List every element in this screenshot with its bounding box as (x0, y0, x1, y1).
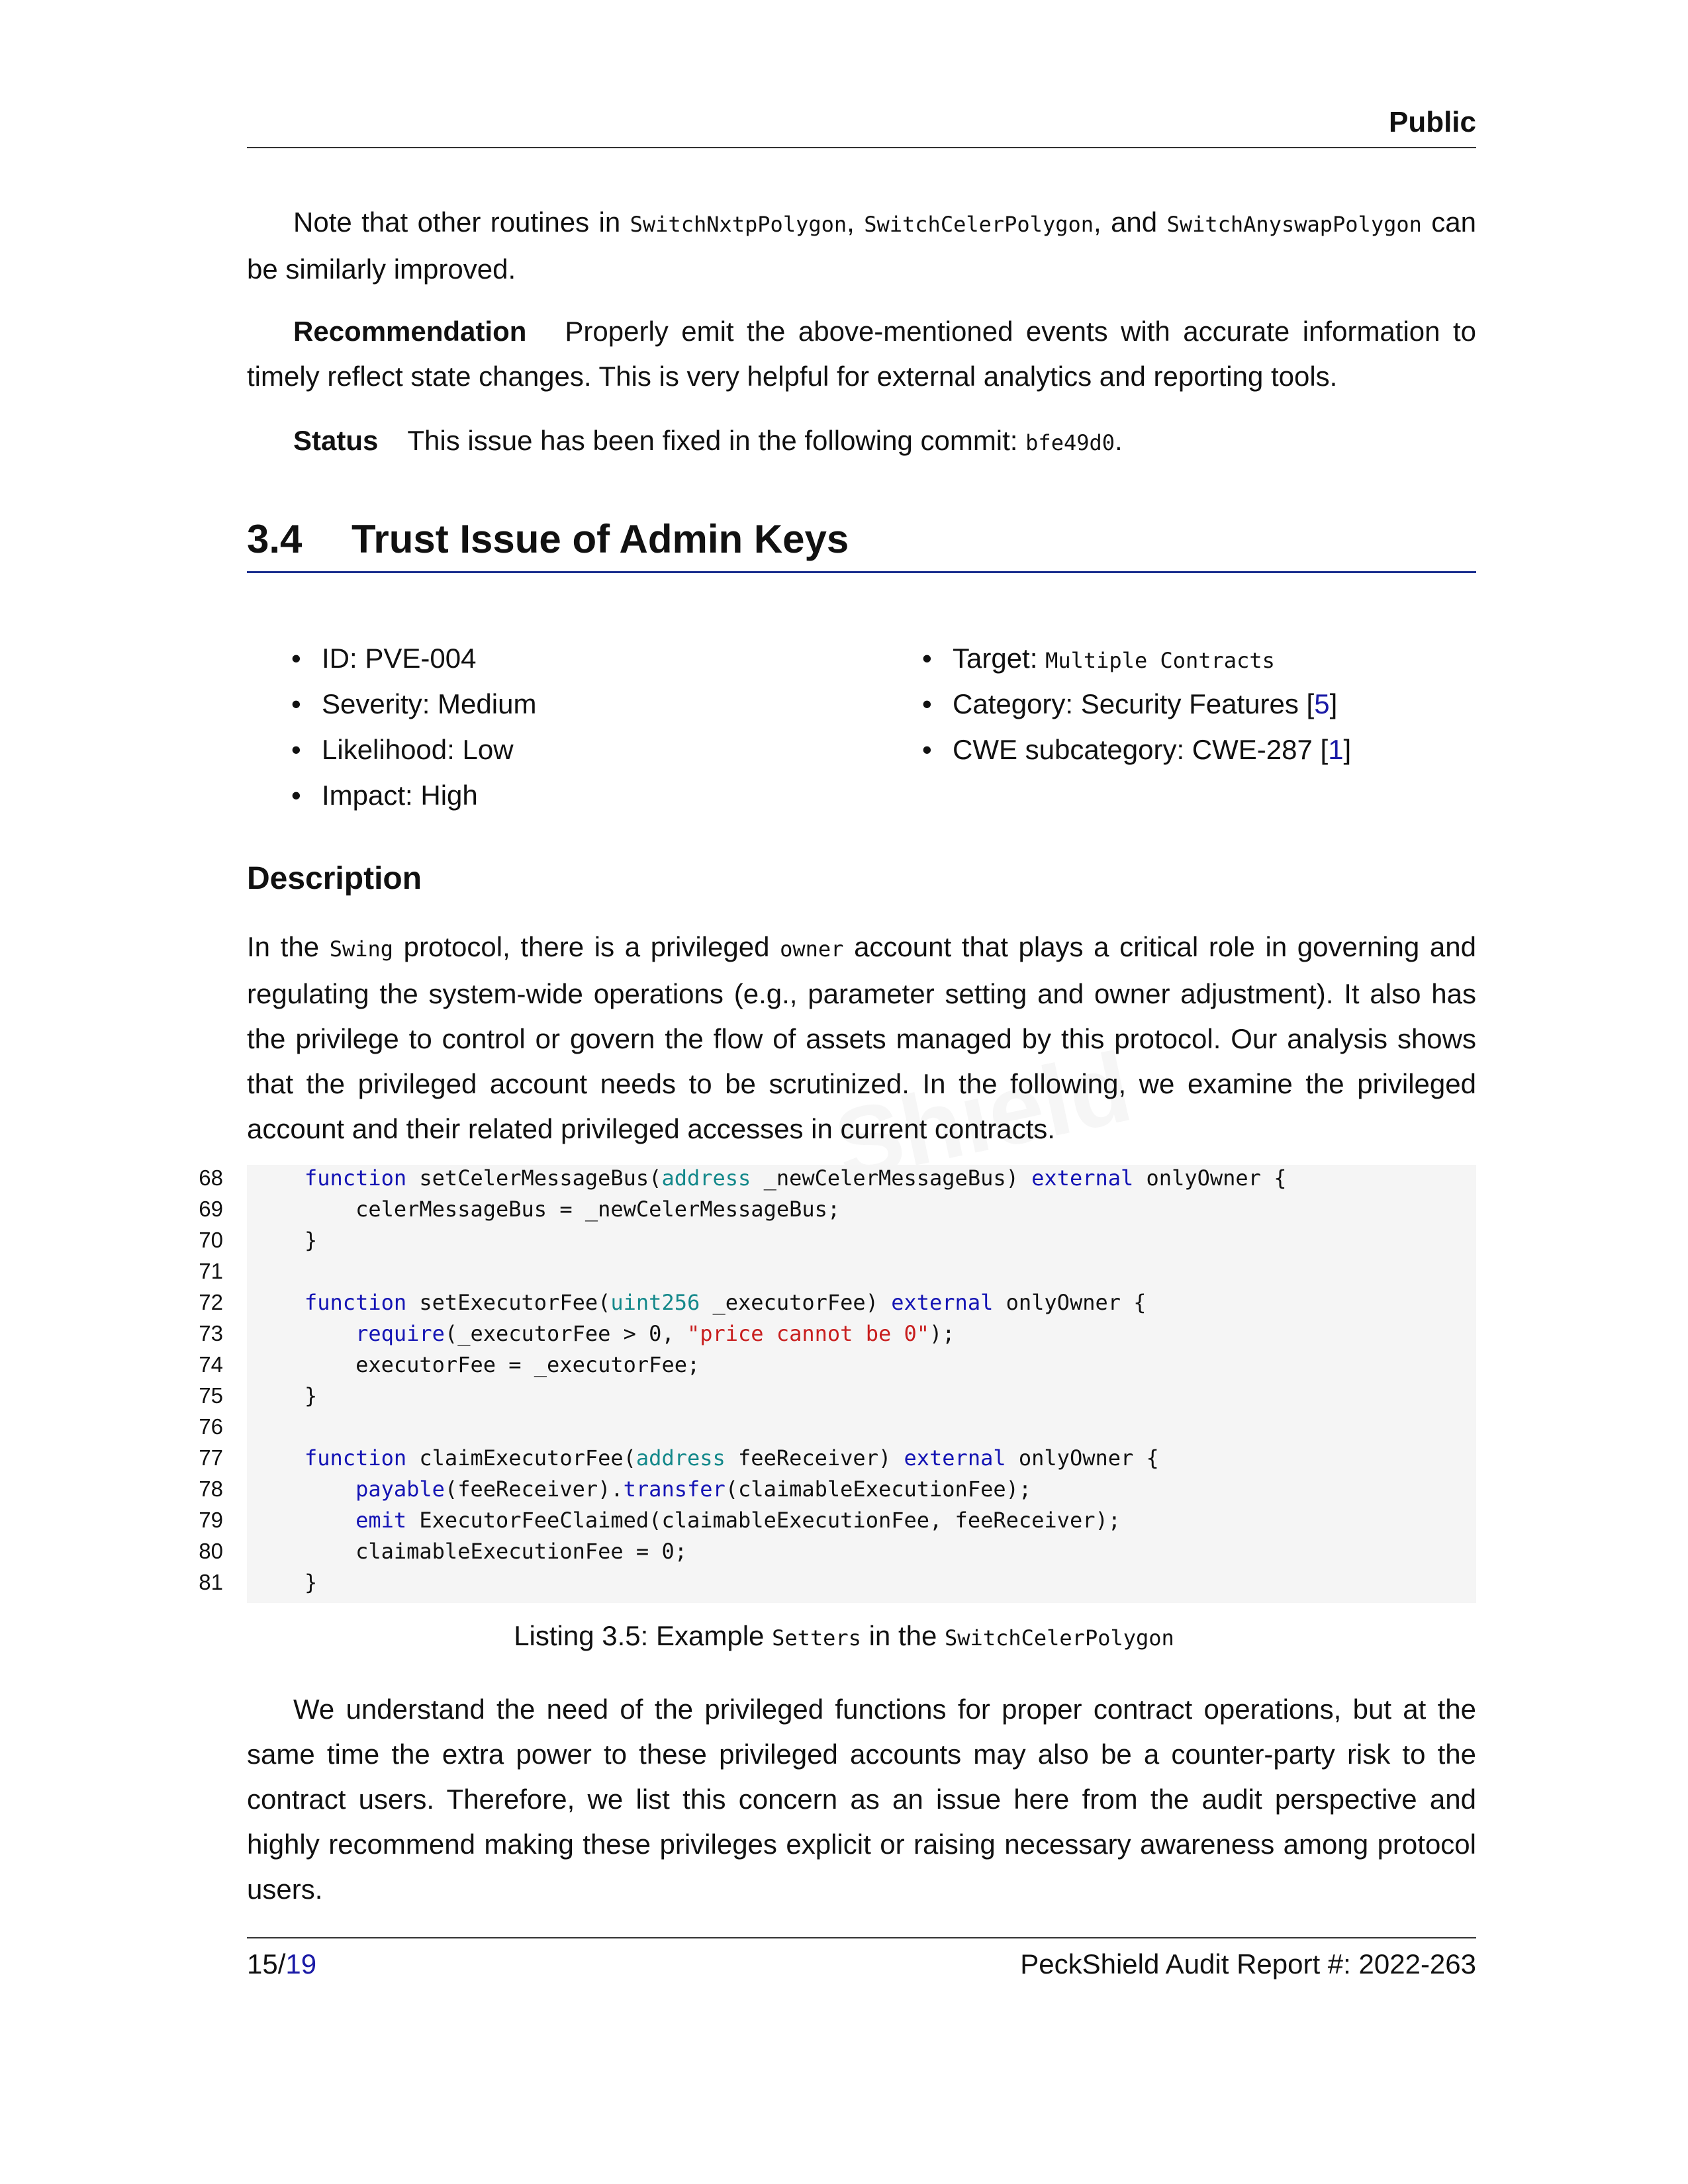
total-pages-link[interactable]: 19 (285, 1948, 317, 1979)
report-id: PeckShield Audit Report #: 2022-263 (1020, 1948, 1476, 1979)
section-title: 3.4 Trust Issue of Admin Keys (247, 517, 849, 561)
detail-severity: • Severity: Medium (291, 681, 536, 727)
code-owner: owner (780, 936, 844, 962)
closing-paragraph: We understand the need of the privileged functions for proper contract operations, but at the same time the extra power to these privileged accounts may also be a counter-party risk to the contract users. Therefore, we list this concern as an issue here from the audit perspective and highly recommend making these privileges explicit or raising necessary awareness among protocol users. (247, 1694, 1476, 1905)
header-label: Public (1388, 106, 1476, 138)
detail-id: • ID: PVE-004 (291, 635, 536, 681)
description-heading: Description (247, 861, 422, 896)
citation-link[interactable]: 5 (1314, 688, 1330, 719)
code-switchanyswap: SwitchAnyswapPolygon (1166, 212, 1422, 237)
code-switchnxtp: SwitchNxtpPolygon (630, 212, 847, 237)
recommendation-label: Recommendation (293, 316, 527, 347)
citation-link[interactable]: 1 (1328, 734, 1344, 765)
status-paragraph: Status This issue has been fixed in the following commit: bfe49d0. (293, 425, 1123, 456)
code-switchceler: SwitchCelerPolygon (864, 212, 1094, 237)
section-divider (247, 571, 1476, 573)
code-swing: Swing (329, 936, 394, 962)
status-label: Status (293, 425, 379, 456)
recommendation-paragraph: Recommendation Properly emit the above-mentioned events with accurate information to timely reflect state changes. This is very helpful for external analytics and reporting tools. (247, 316, 1476, 392)
issue-details-left (291, 635, 536, 818)
description-paragraph: In the Swing protocol, there is a privileged owner account that plays a critical role in governing and regulating the system-wide operations (e.g., parameter setting and owner adjustment). It also has the privilege to control or govern the flow of assets managed by this protocol. Our analysis shows that the privileged account needs to be scrutinized. In the following, we examine the privileged account and their related privileged accesses in current contracts. (247, 931, 1476, 1144)
detail-impact: • Impact: High (291, 772, 536, 818)
detail-cwe: • CWE subcategory: CWE-287 [1] (922, 727, 1351, 772)
footer-divider (247, 1937, 1476, 1938)
detail-likelihood: • Likelihood: Low (291, 727, 536, 772)
detail-category: • Category: Security Features [5] (922, 681, 1351, 727)
intro-paragraph: Note that other routines in SwitchNxtpPolygon, SwitchCelerPolygon, and SwitchAnyswapPolygon can be similarly improved. (247, 206, 1476, 285)
listing-caption: Listing 3.5: Example Setters in the SwitchCelerPolygon (514, 1620, 1174, 1651)
page-number: 15/19 (247, 1948, 317, 1979)
document-page: Public Note that other routines in SwitchNxtpPolygon, SwitchCelerPolygon, and SwitchAnyswapPolygon can be similarly improved. Recommendation Properly emit the above-mentioned events with accurate information to timely reflect state changes. This is very helpful for external analytics and reporting tools. Status This issue has been fixed in the following commit: bfe49d0. 3.4 Trust Issue of Admin Keys • ID: PVE-004 • Severity: Medium • Likelihood: Low • Impact: High • Target: Multiple Contracts • Category: Security Features [5] • CWE subcategory: CWE-287 [1] Description In the Swing protocol, there is a privileged owner account that plays a critical role in governing and regulating the system-wide operations (e.g., parameter setting and owner adjustment). It also has the privilege to control or govern the flow of assets managed by this protocol. Our analysis shows that the privileged account needs to be scrutinized. In the following, we examine the privileged account and their related privileged accesses in current contracts. 68 function setCelerMessageBus(address _newCelerMessageBus) external onlyOwner { 69 celerMessageBus = _newCelerMessageBus; 70 } 71 72 function setExecutorFee(uint256 _executorFee) external onlyOwner { 73 require(_executorFee > 0, "price cannot be 0"); 74 executorFee = _executorFee; 75 } 76 77 function claimExecutorFee(address feeReceiver) external onlyOwner { 78 payable(feeReceiver).transfer(claimableExecutionFee); 79 emit ExecutorFeeClaimed(claimableExecutionFee, feeReceiver); 80 claimableExecutionFee = 0; 81 } Listing 3.5: Example Setters in the SwitchCelerPolygon We understand the need of the privileged functions for proper contract operations, but at the same time the extra power to these privileged accounts may also be a counter-party risk to the contract users. Therefore, we list this concern as an issue here from the audit perspective and highly recommend making these privileges explicit or raising necessary awareness among protocol users. 15/19 PeckShield Audit Report #: 2022-263 (0, 0, 1688, 2184)
commit-hash: bfe49d0 (1025, 430, 1115, 455)
code-listing-background (247, 1165, 1476, 1603)
header-divider (247, 147, 1476, 148)
issue-details-right (922, 635, 1351, 772)
detail-target: • Target: Multiple Contracts (922, 635, 1351, 681)
